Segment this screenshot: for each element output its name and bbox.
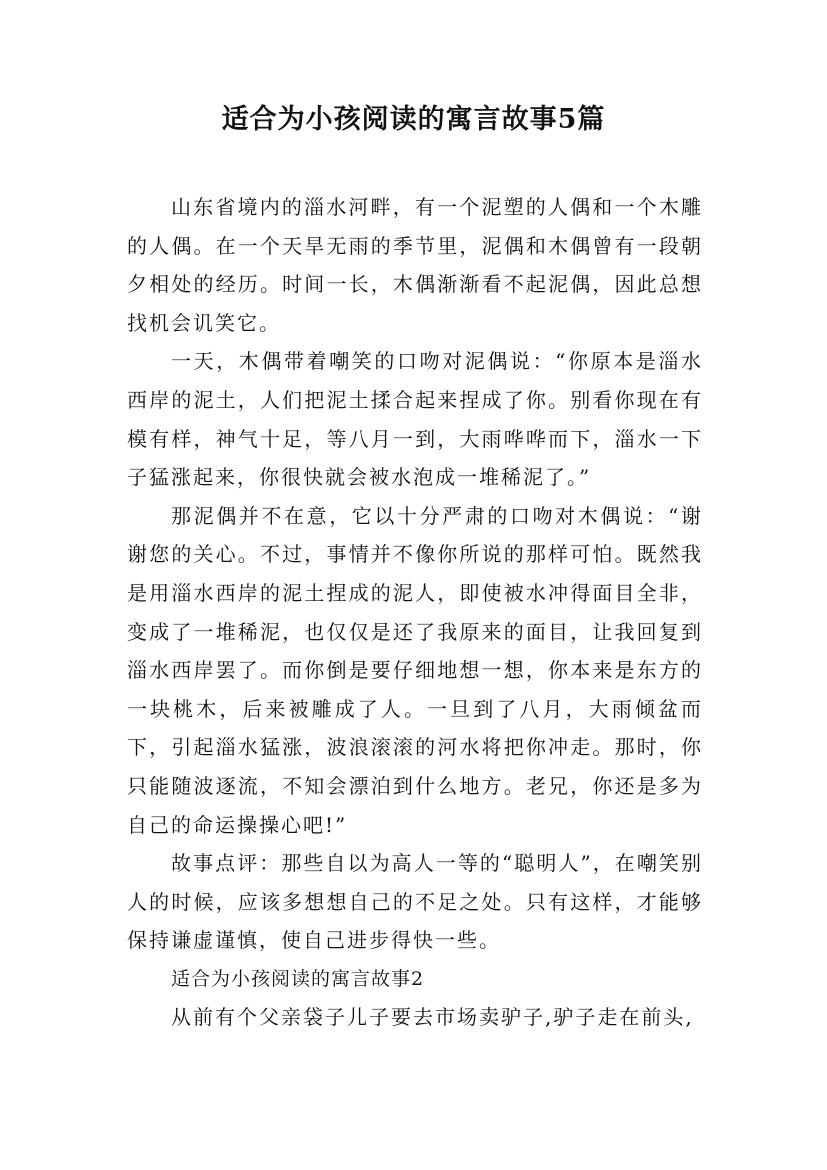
document-title: 适合为小孩阅读的寓言故事5篇 xyxy=(221,104,606,135)
paragraph: 一天，木偶带着嘲笑的口吻对泥偶说：“你原本是淄水西岸的泥土，人们把泥土揉合起来捏成了你。别看你现在有模有样，神气十足，等八月一到，大雨哗哗而下，淄水一下子猛涨起来，你很快就会被水泡成一堆稀泥了。” xyxy=(127,349,703,490)
paragraph: 那泥偶并不在意，它以十分严肃的口吻对木偶说：“谢谢您的关心。不过，事情并不像你所说的那样可怕。既然我是用淄水西岸的泥土捏成的泥人，即使被水冲得面目全非，变成了一堆稀泥，也仅仅是还了我原来的面目，让我回复到淄水西岸罢了。而你倒是要仔细地想一想，你本来是东方的一块桃木，后来被雕成了人。一旦到了八月，大雨倾盆而下，引起淄水猛涨，波浪滚滚的河水将把你冲走。那时，你只能随波逐流，不知会漂泊到什么地方。老兄，你还是多为自己的命运操操心吧!” xyxy=(127,503,703,837)
paragraph: 山东省境内的淄水河畔，有一个泥塑的人偶和一个木雕的人偶。在一个天旱无雨的季节里，泥偶和木偶曾有一段朝夕相处的经历。时间一长，木偶渐渐看不起泥偶，因此总想找机会讥笑它。 xyxy=(127,195,703,335)
paragraph: 故事点评：那些自以为高人一等的“聪明人”，在嘲笑别人的时候，应该多想想自己的不足之处。只有这样，才能够保持谦虚谨慎，使自己进步得快一些。 xyxy=(127,851,703,953)
document-body xyxy=(127,188,703,1037)
paragraph: 从前有个父亲袋子儿子要去市场卖驴子,驴子走在前头, xyxy=(171,1005,694,1030)
section-heading: 适合为小孩阅读的寓言故事2 xyxy=(171,967,425,990)
